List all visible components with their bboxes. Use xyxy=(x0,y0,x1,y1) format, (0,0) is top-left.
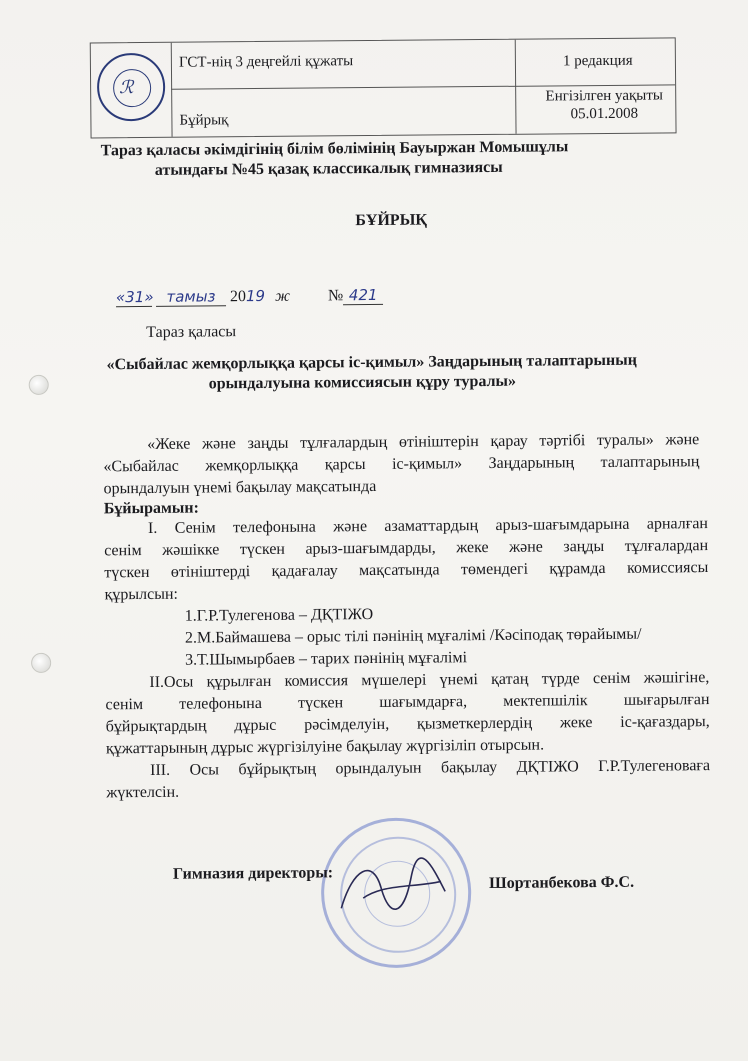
clause-1-line: I. Сенім телефонына және азаматтардың арыз-шағымдарына арналған xyxy=(147,515,709,537)
order-number: 421 xyxy=(343,286,383,305)
effective-cell xyxy=(531,86,677,123)
punch-hole xyxy=(31,653,51,673)
handwritten-signature xyxy=(333,847,454,928)
clause-2-line: бұйрықтардың дұрыс рәсімделуін, қызметкерлердің жеке іс-қағаздары, xyxy=(105,713,710,736)
city: Тараз қаласы xyxy=(146,323,237,341)
preamble-line: орындалуын үнемі бақылау мақсатында xyxy=(103,477,377,498)
clause-1 xyxy=(104,513,709,606)
date-month: тамыз xyxy=(156,287,226,307)
clause-2 xyxy=(105,667,710,760)
effective-date: 05.01.2008 xyxy=(570,105,639,123)
date-day: «31» xyxy=(115,287,154,307)
order-title: БҰЙРЫҚ xyxy=(355,211,428,230)
member-item: 3.Т.Шымырбаев – тарих пәнінің мұғалімі xyxy=(185,649,468,669)
clause-1-line: сенім жәшікке түскен арыз-шағымдарды, жеке және заңды тұлғалардан xyxy=(104,537,709,560)
order-number-sign: № xyxy=(327,287,344,305)
subject-line-2: орындалуына комиссиясын құру туралы» xyxy=(208,372,517,393)
header-table xyxy=(90,37,677,138)
signature-title: Гимназия директоры: xyxy=(172,864,334,883)
clause-3-line: III. Осы бұйрықтың орындалуын бақылау ДҚТІЖО Г.Р.Тулегеноваға xyxy=(150,757,711,779)
order-word: Бұйырамын: xyxy=(103,499,200,518)
clause-2-line: құжаттарының дұрыс жүргізілуіне бақылау жүргізіліп отырсын. xyxy=(105,736,545,758)
members-list xyxy=(185,602,642,672)
clause-2-line: II.Осы құрылған комиссия мүшелері үнемі қатаң түрде сенім жәшігіне, xyxy=(149,669,710,691)
doc-kind-cell: Бұйрық xyxy=(179,112,229,129)
date-year-mark: ж xyxy=(274,287,291,305)
org-line-1: Тараз қаласы әкімдігінің білім бөлімінің Бауыржан Момышұлы xyxy=(100,138,569,160)
gymnasium-logo-icon: ℛ xyxy=(97,53,166,122)
signature-name: Шортанбекова Ф.С. xyxy=(489,873,635,893)
edition-cell: 1 редакция xyxy=(562,52,633,70)
date-year-prefix: 20 xyxy=(229,288,247,306)
doc-type-cell: ГСТ-нің 3 деңгейлі құжаты xyxy=(178,53,354,71)
org-line-2: атындағы №45 қазақ классикалық гимназиясы xyxy=(154,158,503,179)
member-item: 2.М.Баймашева – орыс тілі пәнінің мұғалімі /Кәсіподақ төрайымы/ xyxy=(184,625,642,647)
clause-1-line: түскен өтініштерді қадағалау мақсатында төмендегі құрамда комиссиясы xyxy=(104,559,709,582)
clause-3-line: жүктелсін. xyxy=(106,783,180,802)
date-line xyxy=(116,286,383,307)
date-year-suffix: 19 xyxy=(245,286,266,306)
preamble xyxy=(103,429,700,500)
clause-2-line: сенім телефонына түскен шағымдарға, мектепшілік шығарылған xyxy=(105,691,710,714)
effective-label: Енгізілген уақыты xyxy=(545,87,664,105)
clause-1-line: құрылсын: xyxy=(104,585,179,604)
punch-hole xyxy=(29,375,49,395)
preamble-line: «Сыбайлас жемқорлыққа қарсы іс-қимыл» Заңдарының талаптарының xyxy=(103,453,700,476)
subject-line-1: «Сыбайлас жемқорлыққа қарсы іс-қимыл» Заңдарының талаптарының xyxy=(106,351,637,374)
clause-3 xyxy=(106,755,710,804)
preamble-line: «Жеке және заңды тұлғалардың өтініштерін қарау тәртібі туралы» және xyxy=(147,431,700,453)
member-item: 1.Г.Р.Тулегенова – ДҚТІЖО xyxy=(184,606,374,625)
